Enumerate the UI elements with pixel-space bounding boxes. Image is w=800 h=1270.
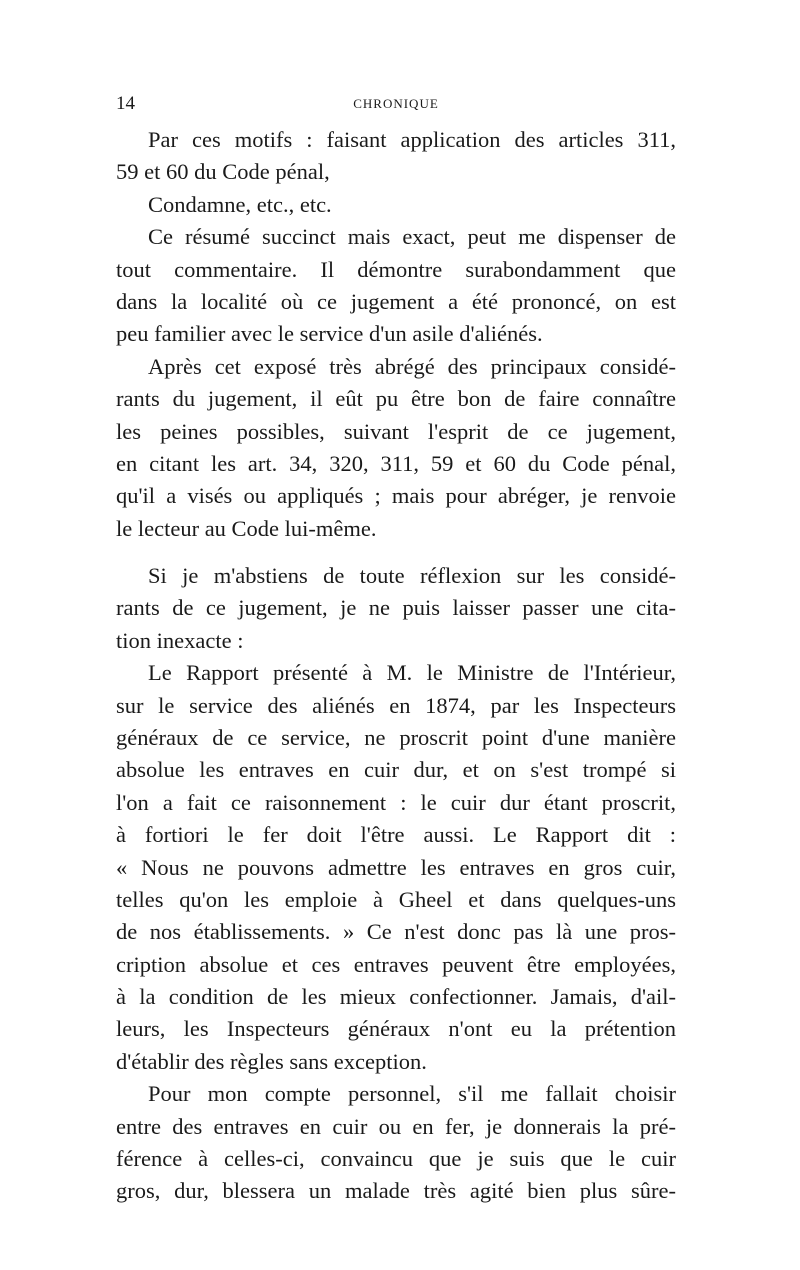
text-line: l'on a fait ce raisonnement : le cuir dur étant proscrit, [116,789,676,815]
text-line: à la condition de les mieux confectionner. Jamais, d'ail- [116,984,676,1010]
text-line: férence à celles-ci, convaincu que je suis que le cuir [116,1146,676,1172]
text-line: d'établir des règles sans exception. [116,1048,427,1074]
text-line: Pour mon compte personnel, s'il me fallait choisir [148,1081,676,1107]
text-line: en citant les art. 34, 320, 311, 59 et 60 du Code pénal, [116,450,676,476]
page-header [116,92,676,116]
text-line: 59 et 60 du Code pénal, [116,159,330,185]
text-line: Par ces motifs : faisant application des articles 311, [148,127,676,152]
text-line: Après cet exposé très abrégé des principaux considé- [148,353,676,379]
text-line: telles qu'on les emploie à Gheel et dans quelques-uns [116,886,676,912]
text-line: gros, dur, blessera un malade très agité bien plus sûre- [116,1178,676,1204]
text-line: sur le service des aliénés en 1874, par les Inspecteurs [116,692,676,718]
text-line: entre des entraves en cuir ou en fer, je donnerais la pré- [116,1113,676,1139]
text-line: dans la localité où ce jugement a été prononcé, on est [116,288,676,314]
text-section-1 [116,124,676,545]
page-number: 14 [116,93,135,114]
text-line: à fortiori le fer doit l'être aussi. Le Rapport dit : [116,822,676,848]
text-line: Si je m'abstiens de toute réflexion sur les considé- [148,563,676,588]
text-line: les peines possibles, suivant l'esprit de ce jugement, [116,418,676,444]
text-section-2 [116,560,676,1208]
text-line: Ce résumé succinct mais exact, peut me dispenser de [148,224,676,250]
text-line: qu'il a visés ou appliqués ; mais pour abréger, je renvoie [116,483,676,509]
text-line: « Nous ne pouvons admettre les entraves en gros cuir, [116,854,676,880]
text-line: leurs, les Inspecteurs généraux n'ont eu la prétention [116,1016,676,1042]
text-line: Le Rapport présenté à M. le Ministre de l'Intérieur, [148,660,676,686]
text-line: généraux de ce service, ne proscrit point d'une manière [116,724,676,750]
text-line: de nos établissements. » Ce n'est donc pas là une pros- [116,919,676,945]
text-line: cription absolue et ces entraves peuvent être employées, [116,951,676,977]
text-line: Condamne, etc., etc. [148,191,332,217]
text-line: rants de ce jugement, je ne puis laisser passer une cita- [116,595,676,621]
text-line: le lecteur au Code lui-même. [116,515,377,541]
text-line: peu familier avec le service d'un asile d'aliénés. [116,321,543,347]
text-line: tion inexacte : [116,627,244,653]
text-line: absolue les entraves en cuir dur, et on s'est trompé si [116,757,676,783]
text-line: rants du jugement, il eût pu être bon de faire connaître [116,386,676,412]
text-line: tout commentaire. Il démontre surabondamment que [116,256,676,282]
running-head: CHRONIQUE [353,96,439,111]
